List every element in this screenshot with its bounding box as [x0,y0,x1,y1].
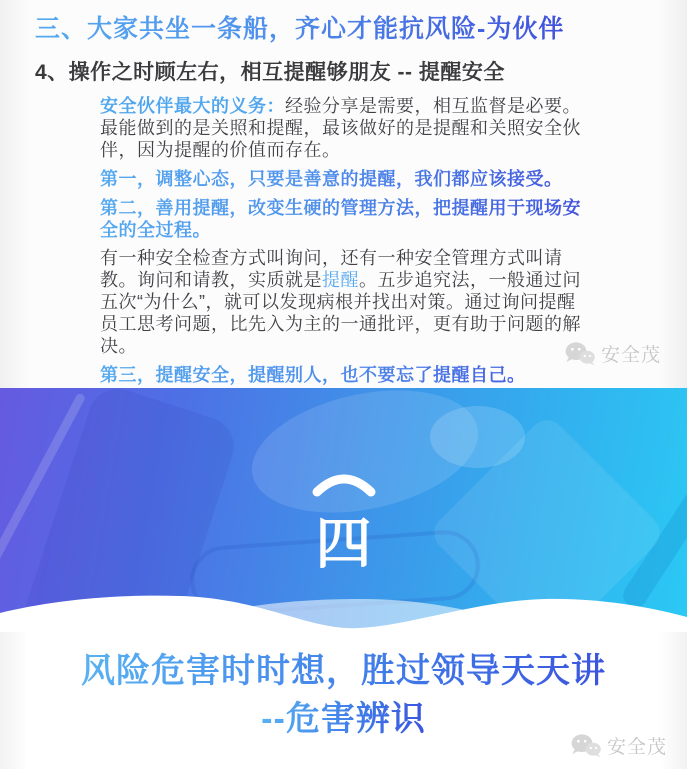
article-body [100,95,592,414]
watermark [564,340,661,367]
point-2: 第二，善用提醒，改变生硬的管理方法，把提醒用于现场安全的全过程。 [100,197,592,241]
wechat-icon [570,733,602,759]
highlight-remind: 提醒 [322,270,359,290]
watermark [570,732,667,759]
next-section-title-line2: --危害辨识 [261,696,426,742]
sub-heading: 4、操作之时顾左右，相互提醒够朋友 -- 提醒安全 [35,61,505,84]
paragraph-inquiry [100,247,592,357]
wave-decoration [0,541,687,632]
point-3: 第三，提醒安全，提醒别人，也不要忘了提醒自己。 [100,364,592,386]
paragraph-obligation-lead: 安全伙伴最大的义务： [100,96,285,116]
watermark-label: 安全茂 [606,737,667,758]
paragraph-inquiry-text-a: 有一种安全检查方式叫询问，还有一种安全管理方式叫请教。询问和请教，实质就是 [100,248,563,290]
point-1: 第一，调整心态，只要是善意的提醒，我们都应该接受。 [100,168,592,190]
chevron-up-icon [310,464,378,498]
section-divider-banner [0,388,687,632]
watermark-label: 安全茂 [600,345,661,366]
section-heading: 三、大家共坐一条船，齐心才能抗风险-为伙伴 [35,15,565,43]
section-number: 四 [315,512,372,575]
paragraph-obligation [100,95,592,161]
hazard-identification-section [0,632,687,769]
wechat-icon [564,341,596,367]
next-section-title-line1: 风险危害时时想，胜过领导天天讲 [81,648,606,694]
paragraph-obligation-text: 经验分享是需要，相互监督是必要。最能做到的是关照和提醒，最该做好的是提醒和关照安全伙伴，因为提醒的价值而存在。 [100,96,581,160]
paragraph-inquiry-text-b: 。五步追究法，一般通过问五次“为什么”，就可以发现病根并找出对策。通过询问提醒员工思考问题，比先入为主的一通批评，更有助于问题的解决。 [100,270,581,356]
